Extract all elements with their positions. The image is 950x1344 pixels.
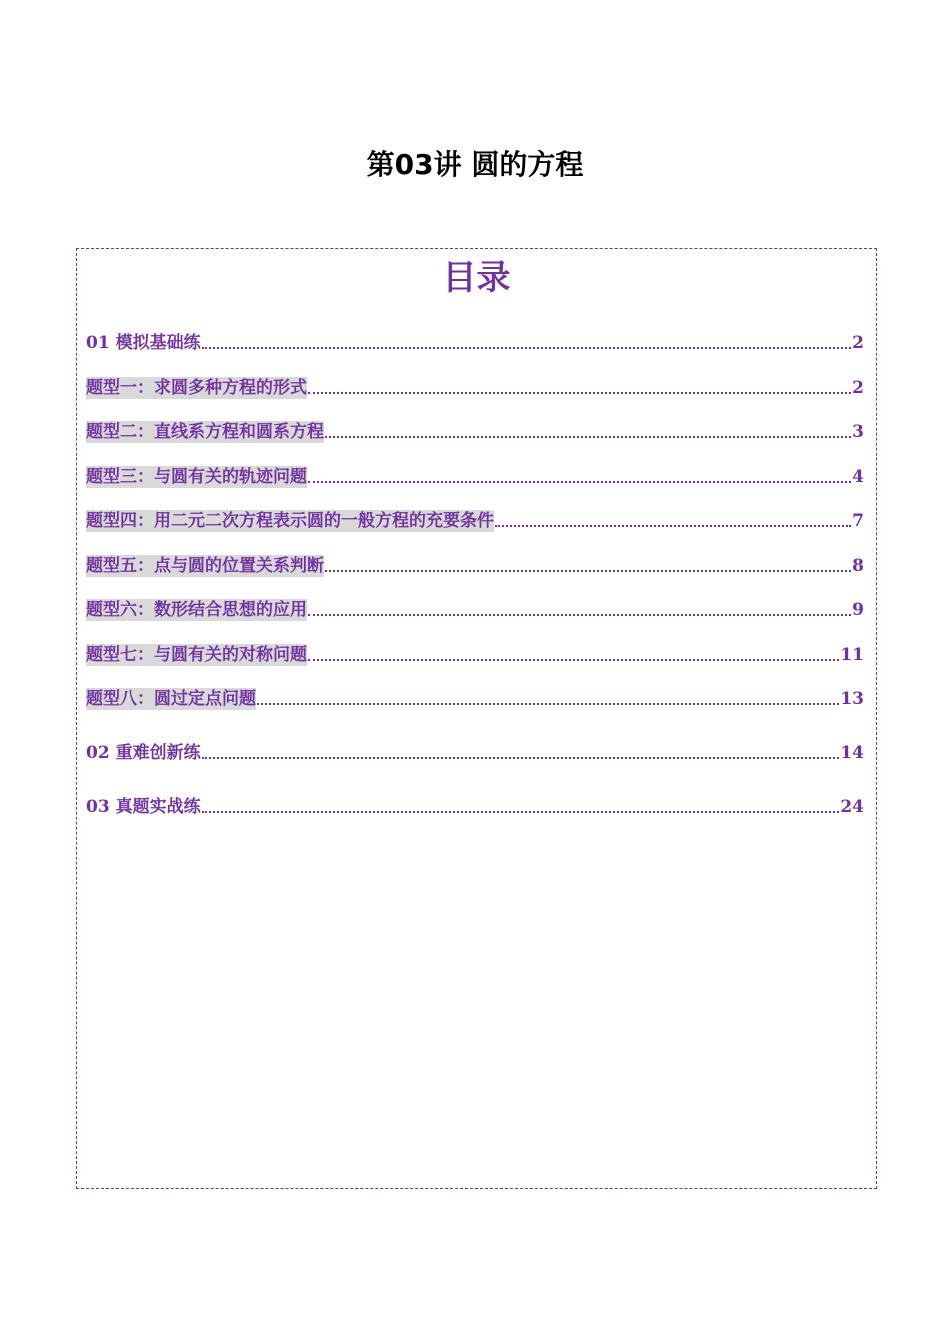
toc-dot-leader bbox=[308, 480, 851, 483]
toc-dot-leader bbox=[308, 391, 851, 394]
toc-entry-label: 题型一：求圆多种方程的形式 bbox=[86, 378, 307, 398]
toc-entry-label: 02 重难创新练 bbox=[86, 743, 201, 763]
toc-entry-basic-practice[interactable] bbox=[86, 330, 864, 354]
toc-dot-leader bbox=[308, 613, 851, 616]
toc-entry-type-6[interactable] bbox=[86, 597, 864, 621]
toc-entry-exam-practice[interactable] bbox=[86, 794, 864, 818]
toc-entry-page: 7 bbox=[852, 511, 864, 531]
toc-entry-label: 03 真题实战练 bbox=[86, 797, 201, 817]
toc-entry-page: 3 bbox=[852, 422, 864, 442]
toc-box bbox=[76, 248, 877, 1189]
toc-entry-label: 题型八：圆过定点问题 bbox=[86, 689, 256, 709]
toc-entry-page: 4 bbox=[852, 467, 864, 487]
toc-dot-leader bbox=[202, 810, 840, 813]
toc-entry-type-8[interactable] bbox=[86, 686, 864, 710]
toc-entry-advanced-practice[interactable] bbox=[86, 740, 864, 764]
toc-dot-leader bbox=[308, 658, 839, 661]
toc-dot-leader bbox=[202, 346, 852, 349]
toc-dot-leader bbox=[257, 702, 839, 705]
toc-dot-leader bbox=[325, 569, 851, 572]
toc-entry-page: 2 bbox=[852, 378, 864, 398]
toc-entry-label: 题型四：用二元二次方程表示圆的一般方程的充要条件 bbox=[86, 511, 494, 531]
toc-entry-type-2[interactable] bbox=[86, 419, 864, 443]
toc-entry-label: 题型七：与圆有关的对称问题 bbox=[86, 645, 307, 665]
toc-entry-type-1[interactable] bbox=[86, 375, 864, 399]
toc-heading: 目录 bbox=[442, 258, 511, 298]
toc-entry-label: 题型五：点与圆的位置关系判断 bbox=[86, 556, 324, 576]
toc-entry-page: 13 bbox=[840, 689, 864, 709]
toc-entry-type-4[interactable] bbox=[86, 508, 864, 532]
toc-entry-type-7[interactable] bbox=[86, 642, 864, 666]
page-title: 第03讲 圆的方程 bbox=[366, 148, 584, 181]
toc-entry-label: 题型二：直线系方程和圆系方程 bbox=[86, 422, 324, 442]
toc-dot-leader bbox=[325, 435, 851, 438]
toc-entry-page: 2 bbox=[852, 333, 864, 353]
toc-entry-page: 14 bbox=[840, 743, 864, 763]
toc-entry-type-3[interactable] bbox=[86, 464, 864, 488]
toc-entry-page: 8 bbox=[852, 556, 864, 576]
toc-entry-page: 24 bbox=[840, 797, 864, 817]
toc-entry-label: 01 模拟基础练 bbox=[86, 333, 201, 353]
toc-dot-leader bbox=[495, 524, 851, 527]
toc-entry-label: 题型三：与圆有关的轨迹问题 bbox=[86, 467, 307, 487]
toc-entry-type-5[interactable] bbox=[86, 553, 864, 577]
toc-entry-label: 题型六：数形结合思想的应用 bbox=[86, 600, 307, 620]
toc-entry-page: 11 bbox=[840, 645, 864, 665]
toc-entry-page: 9 bbox=[852, 600, 864, 620]
toc-dot-leader bbox=[202, 756, 840, 759]
